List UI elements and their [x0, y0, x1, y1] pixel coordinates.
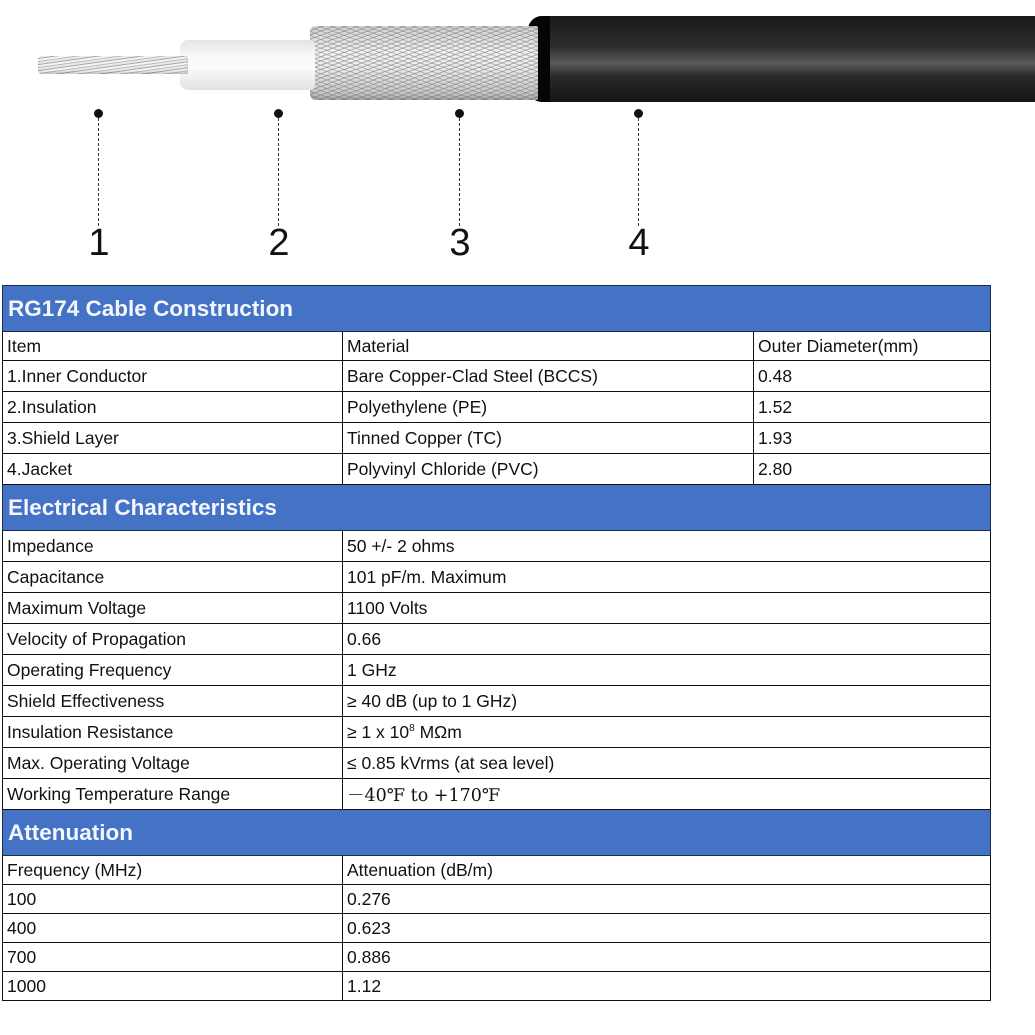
- cell-value: 1 GHz: [343, 655, 991, 686]
- value-base: ≥ 1 x 10: [347, 721, 410, 742]
- callout-dot: [274, 109, 283, 118]
- cell-material: Polyethylene (PE): [343, 392, 754, 423]
- cell-property: Capacitance: [3, 562, 343, 593]
- cell-value: 1100 Volts: [343, 593, 991, 624]
- table-row: [3, 593, 991, 624]
- cell-diameter: 2.80: [754, 454, 991, 485]
- column-header: Material: [343, 332, 754, 361]
- callout-number: 1: [88, 222, 110, 264]
- column-header: Attenuation (dB/m): [343, 856, 991, 885]
- section-title: Attenuation: [3, 810, 991, 856]
- column-header: Frequency (MHz): [3, 856, 343, 885]
- cable-jacket-image: [528, 16, 1035, 102]
- table-row: [3, 531, 991, 562]
- table-row: [3, 779, 991, 810]
- value-unit: MΩm: [414, 721, 462, 742]
- cell-material: Polyvinyl Chloride (PVC): [343, 454, 754, 485]
- section-header-attenuation: [3, 810, 991, 856]
- cell-property: Working Temperature Range: [3, 779, 343, 810]
- table-row: [3, 885, 991, 914]
- cell-value: －40℉ to +170℉: [343, 779, 991, 810]
- cable-inner-conductor-image: [38, 56, 188, 74]
- table-row: [3, 454, 991, 485]
- cell-value: 101 pF/m. Maximum: [343, 562, 991, 593]
- cell-frequency: 400: [3, 914, 343, 943]
- section-title: Electrical Characteristics: [3, 485, 991, 531]
- cell-property: Shield Effectiveness: [3, 686, 343, 717]
- cell-value: 0.66: [343, 624, 991, 655]
- value-exponent: 8: [409, 722, 415, 734]
- callout-dashed-line: [98, 118, 99, 226]
- cell-item: 3.Shield Layer: [3, 423, 343, 454]
- cable-insulation-image: [180, 40, 315, 90]
- callout-dashed-line: [278, 118, 279, 226]
- section-title: RG174 Cable Construction: [3, 286, 991, 332]
- cell-diameter: 1.52: [754, 392, 991, 423]
- table-row: [3, 914, 991, 943]
- table-row: [3, 562, 991, 593]
- cell-property: Operating Frequency: [3, 655, 343, 686]
- column-header: Item: [3, 332, 343, 361]
- table-row: [3, 361, 991, 392]
- cell-material: Bare Copper-Clad Steel (BCCS): [343, 361, 754, 392]
- table-row: [3, 717, 991, 748]
- cell-attenuation: 1.12: [343, 972, 991, 1001]
- cell-item: 4.Jacket: [3, 454, 343, 485]
- cell-attenuation: 0.276: [343, 885, 991, 914]
- table-row: [3, 748, 991, 779]
- cell-property: Insulation Resistance: [3, 717, 343, 748]
- table-row: [3, 655, 991, 686]
- table-header-row: [3, 332, 991, 361]
- cell-frequency: 700: [3, 943, 343, 972]
- cell-attenuation: 0.886: [343, 943, 991, 972]
- cell-item: 1.Inner Conductor: [3, 361, 343, 392]
- callout-number: 3: [449, 222, 471, 264]
- table-row: [3, 943, 991, 972]
- cell-property: Impedance: [3, 531, 343, 562]
- cell-diameter: 0.48: [754, 361, 991, 392]
- cell-diameter: 1.93: [754, 423, 991, 454]
- cell-frequency: 1000: [3, 972, 343, 1001]
- cell-property: Maximum Voltage: [3, 593, 343, 624]
- table-row: [3, 624, 991, 655]
- cell-material: Tinned Copper (TC): [343, 423, 754, 454]
- section-header-electrical: [3, 485, 991, 531]
- table-row: [3, 972, 991, 1001]
- section-header-construction: [3, 286, 991, 332]
- table-header-row: [3, 856, 991, 885]
- cell-value: ≤ 0.85 kVrms (at sea level): [343, 748, 991, 779]
- cell-item: 2.Insulation: [3, 392, 343, 423]
- cell-property: Max. Operating Voltage: [3, 748, 343, 779]
- cable-shield-image: [310, 26, 538, 100]
- cell-property: Velocity of Propagation: [3, 624, 343, 655]
- cell-value: [343, 717, 991, 748]
- callout-dot: [94, 109, 103, 118]
- table-row: [3, 423, 991, 454]
- cell-value: ≥ 40 dB (up to 1 GHz): [343, 686, 991, 717]
- callout-dashed-line: [459, 118, 460, 226]
- callout-dot: [634, 109, 643, 118]
- table-row: [3, 686, 991, 717]
- cell-value: 50 +/- 2 ohms: [343, 531, 991, 562]
- spec-table: [2, 285, 991, 1001]
- callout-number: 4: [628, 222, 650, 264]
- callout-dot: [455, 109, 464, 118]
- callout-dashed-line: [638, 118, 639, 226]
- table-row: [3, 392, 991, 423]
- callout-number: 2: [268, 222, 290, 264]
- cell-frequency: 100: [3, 885, 343, 914]
- cell-attenuation: 0.623: [343, 914, 991, 943]
- cable-illustration: [0, 0, 1035, 275]
- column-header: Outer Diameter(mm): [754, 332, 991, 361]
